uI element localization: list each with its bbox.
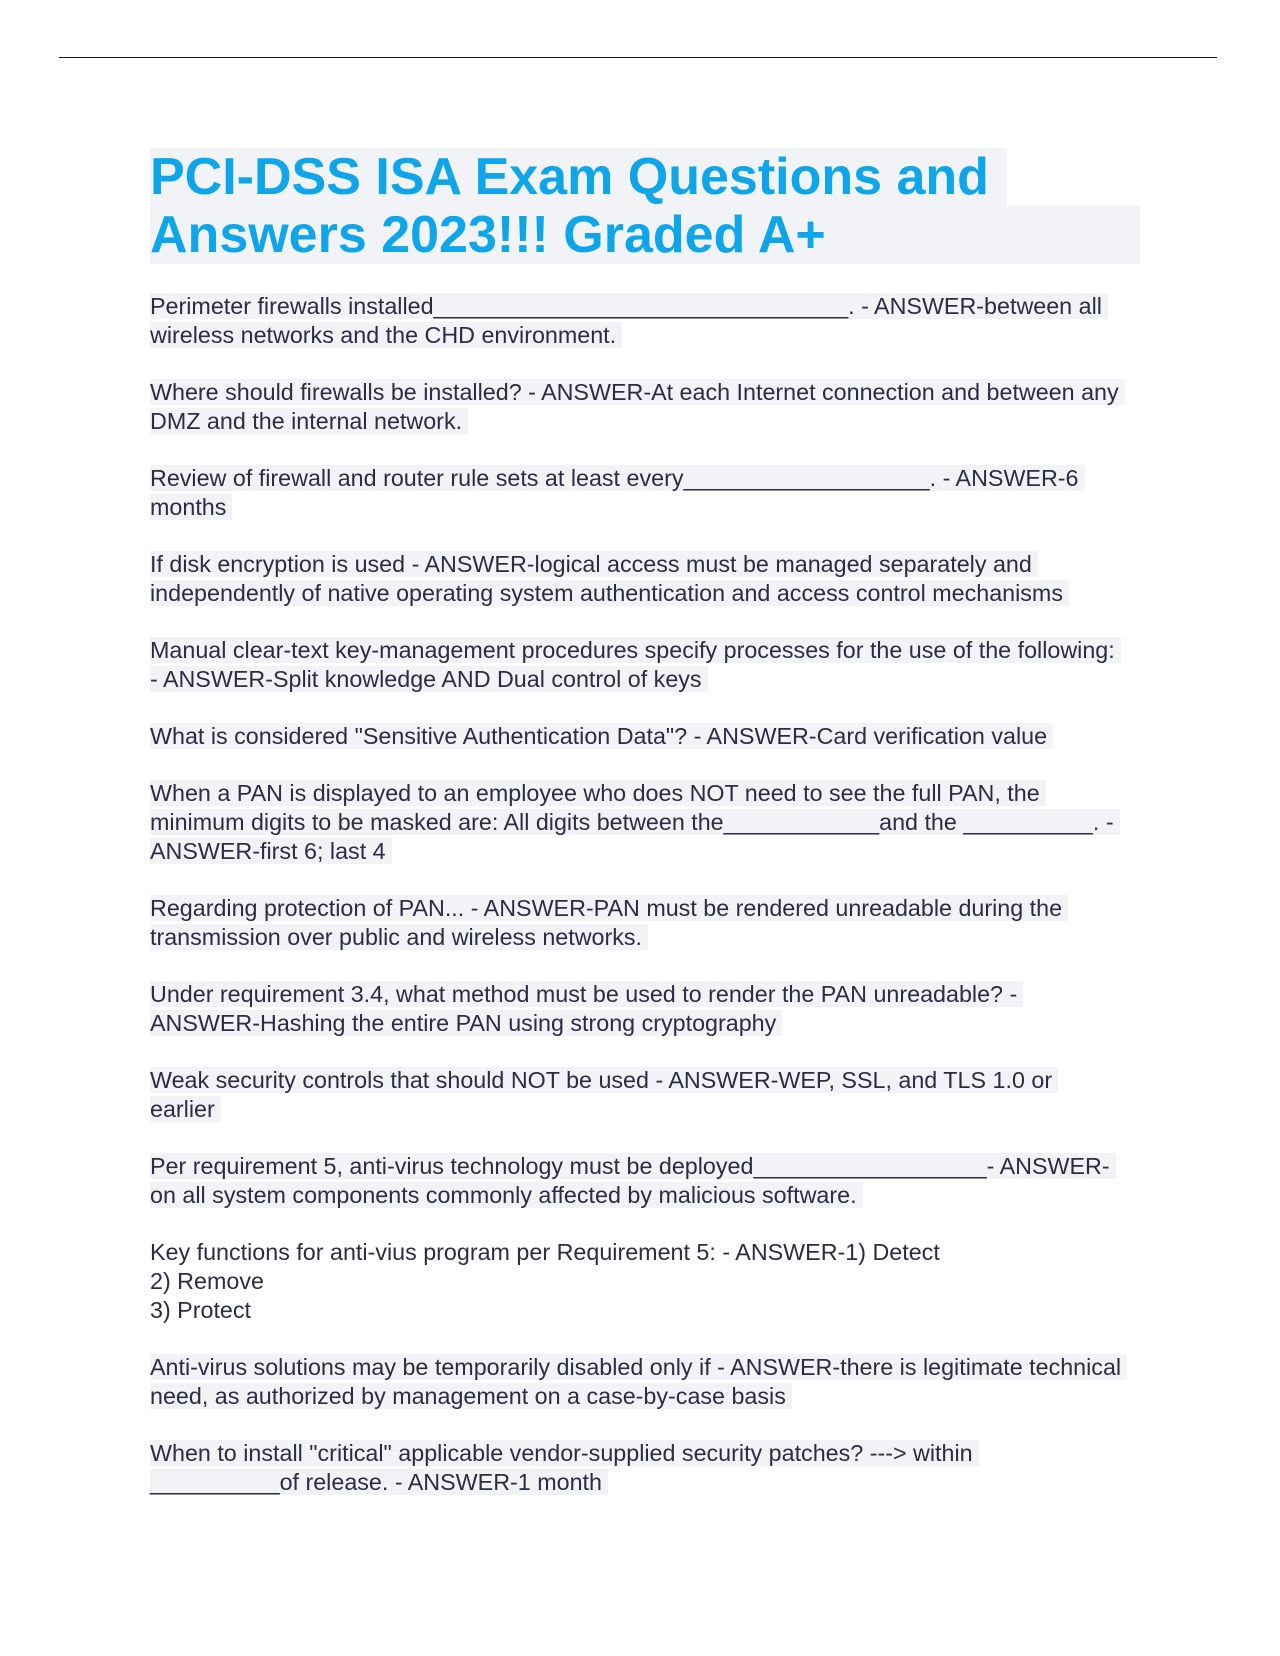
- qa-text: When to install "critical" applicable vendor-supplied security patches? ---> within __________of release. - ANSWER-1 month: [150, 1440, 979, 1495]
- qa-item: [150, 292, 1125, 350]
- qa-text: Manual clear-text key-management procedures specify processes for the use of the following: - ANSWER-Split knowledge AND Dual control of keys: [150, 637, 1121, 692]
- qa-text: Where should firewalls be installed? - ANSWER-At each Internet connection and between any DMZ and the internal network.: [150, 379, 1125, 434]
- title-line-1: PCI-DSS ISA Exam Questions and: [150, 148, 1007, 206]
- qa-item: [150, 1066, 1125, 1124]
- qa-text: If disk encryption is used - ANSWER-logical access must be managed separately and independently of native operating system authentication and access control mechanisms: [150, 551, 1069, 606]
- qa-text: Weak security controls that should NOT be used - ANSWER-WEP, SSL, and TLS 1.0 or earlier: [150, 1067, 1058, 1122]
- qa-item: [150, 779, 1125, 866]
- qa-item: [150, 464, 1125, 522]
- qa-item: [150, 1353, 1125, 1411]
- qa-text: When a PAN is displayed to an employee who does NOT need to see the full PAN, the minimum digits to be masked are: All digits between the____________and the __________. - ANSWER-first 6; last 4: [150, 780, 1120, 864]
- qa-text: Anti-virus solutions may be temporarily disabled only if - ANSWER-there is legitimate technical need, as authorized by management on a case-by-case basis: [150, 1354, 1127, 1409]
- qa-text: Perimeter firewalls installed________________________________. - ANSWER-between all wireless networks and the CHD environment.: [150, 293, 1108, 348]
- qa-text: What is considered "Sensitive Authentication Data"? - ANSWER-Card verification value: [150, 723, 1053, 749]
- qa-text: Per requirement 5, anti-virus technology must be deployed__________________- ANSWER-on all system components commonly affected by malicious software.: [150, 1153, 1116, 1208]
- qa-text: Regarding protection of PAN... - ANSWER-PAN must be rendered unreadable during the transmission over public and wireless networks.: [150, 895, 1068, 950]
- document-title: [150, 148, 1140, 264]
- qa-item: [150, 1238, 1125, 1325]
- qa-item: [150, 550, 1125, 608]
- qa-item: [150, 636, 1125, 694]
- qa-text: Review of firewall and router rule sets at least every___________________. - ANSWER-6 months: [150, 465, 1085, 520]
- header-rule: [59, 57, 1217, 58]
- qa-text: Under requirement 3.4, what method must be used to render the PAN unreadable? - ANSWER-Hashing the entire PAN using strong cryptography: [150, 981, 1023, 1036]
- qa-text: Key functions for anti-vius program per Requirement 5: - ANSWER-1) Detect 2) Remove 3) Protect: [150, 1239, 940, 1323]
- qa-item: [150, 980, 1125, 1038]
- qa-list: [150, 292, 1125, 1525]
- qa-item: [150, 1152, 1125, 1210]
- qa-item: [150, 378, 1125, 436]
- qa-item: [150, 1439, 1125, 1497]
- qa-item: [150, 722, 1125, 751]
- title-line-2: Answers 2023!!! Graded A+: [150, 206, 1140, 264]
- qa-item: [150, 894, 1125, 952]
